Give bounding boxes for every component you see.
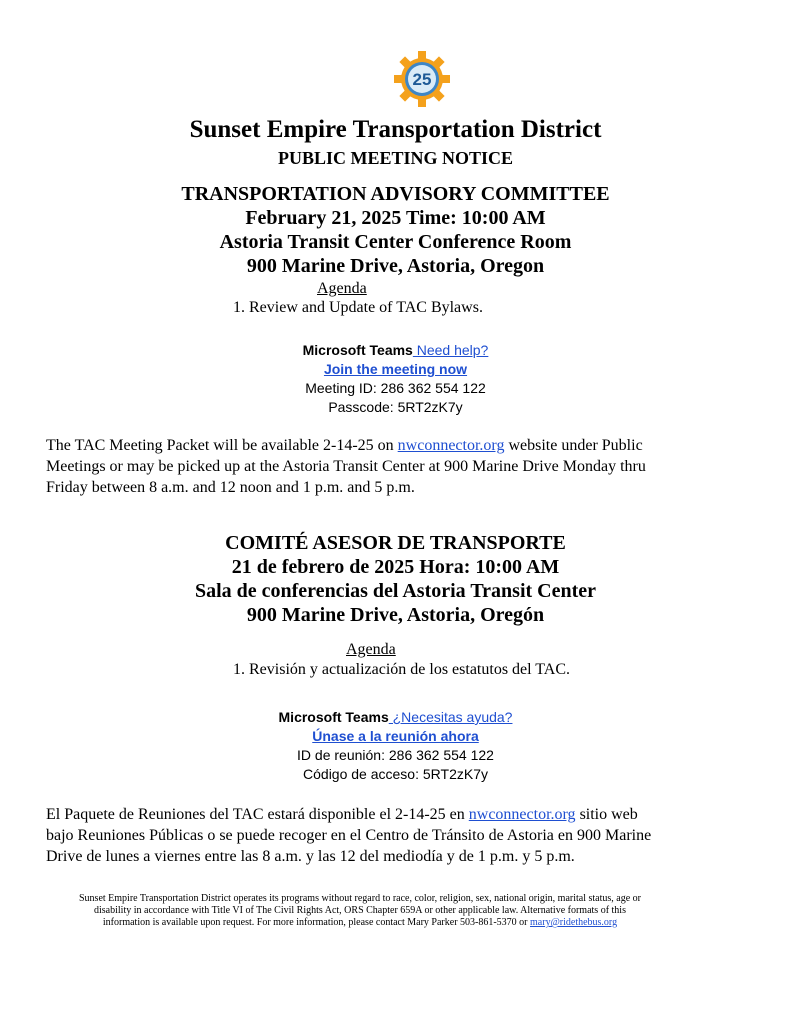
location-en: Astoria Transit Center Conference Room — [219, 231, 572, 253]
notice-title: PUBLIC MEETING NOTICE — [277, 148, 514, 168]
agenda-item-en: 1. Review and Update of TAC Bylaws. — [233, 299, 483, 316]
address-es: 900 Marine Drive, Astoria, Oregón — [246, 604, 545, 626]
passcode-en: Passcode: 5RT2zK7y — [328, 399, 463, 415]
agenda-label-en: Agenda — [317, 280, 367, 297]
organization-name: Sunset Empire Transportation District — [189, 116, 602, 143]
agenda-item-es: 1. Revisión y actualización de los estatutos del TAC. — [233, 661, 571, 678]
meeting-id-es: ID de reunión: 286 362 554 122 — [297, 747, 494, 763]
address-en: 900 Marine Drive, Astoria, Oregon — [246, 255, 545, 277]
packet-paragraph-es: El Paquete de Reuniones del TAC estará disponible el 2-14-25 en nwconnector.org sitio web bajo Reuniones Públicas o se puede recoger en el Centro de Tránsito de Astoria en 900 Marine Drive de lunes a viernes entre las 8 a.m. y las 12 del mediodía y de 1 p.m. y 5 p.m. — [46, 806, 652, 865]
teams-label-es: Microsoft Teams — [278, 709, 389, 725]
teams-line-en — [0, 342, 791, 358]
unase-reunion-link[interactable]: Únase a la reunión ahora — [312, 728, 479, 744]
nwconnector-link-en[interactable]: nwconnector.org — [397, 437, 505, 454]
nwconnector-link-es[interactable]: nwconnector.org — [468, 806, 576, 823]
teams-label-en: Microsoft Teams — [302, 342, 413, 358]
join-meeting-link[interactable]: Join the meeting now — [323, 361, 468, 377]
teams-line-es — [0, 709, 791, 725]
join-line-en — [0, 361, 791, 377]
passcode-es: Código de acceso: 5RT2zK7y — [303, 766, 488, 782]
district-25-gear-logo-icon — [394, 51, 450, 107]
join-line-es — [0, 728, 791, 744]
date-time-en: February 21, 2025 Time: 10:00 AM — [245, 207, 546, 229]
committee-title-en: TRANSPORTATION ADVISORY COMMITTEE — [181, 183, 610, 205]
packet-paragraph-en: The TAC Meeting Packet will be available 2-14-25 on nwconnector.org website under Public Meetings or may be picked up at the Astoria Transit Center at 900 Marine Drive Monday thru Friday between 8 a.m. and 12 noon and 1 p.m. and 5 p.m. — [46, 437, 646, 496]
agenda-label-es: Agenda — [346, 641, 396, 658]
location-es: Sala de conferencias del Astoria Transit Center — [194, 580, 597, 602]
necesitas-ayuda-link[interactable]: ¿Necesitas ayuda? — [388, 709, 513, 725]
committee-title-es: COMITÉ ASESOR DE TRANSPORTE — [225, 532, 566, 554]
email-link[interactable]: mary@ridethebus.org — [530, 917, 618, 928]
meeting-id-en: Meeting ID: 286 362 554 122 — [305, 380, 486, 396]
date-time-es: 21 de febrero de 2025 Hora: 10:00 AM — [231, 556, 560, 578]
footer-notice: Sunset Empire Transportation District operates its programs without regard to race, color, religion, sex, national origin, marital status, age or disability in accordance with Title VI of The Civil Rights Act, ORS Chapter 659A or other applicable law. Alternative formats of this information is available upon request. For more information, please contact Mary Parker 503-861-5370 or mary@ridethebus.org — [79, 893, 641, 928]
logo-number: 25 — [412, 70, 432, 89]
need-help-link[interactable]: Need help? — [412, 342, 489, 358]
